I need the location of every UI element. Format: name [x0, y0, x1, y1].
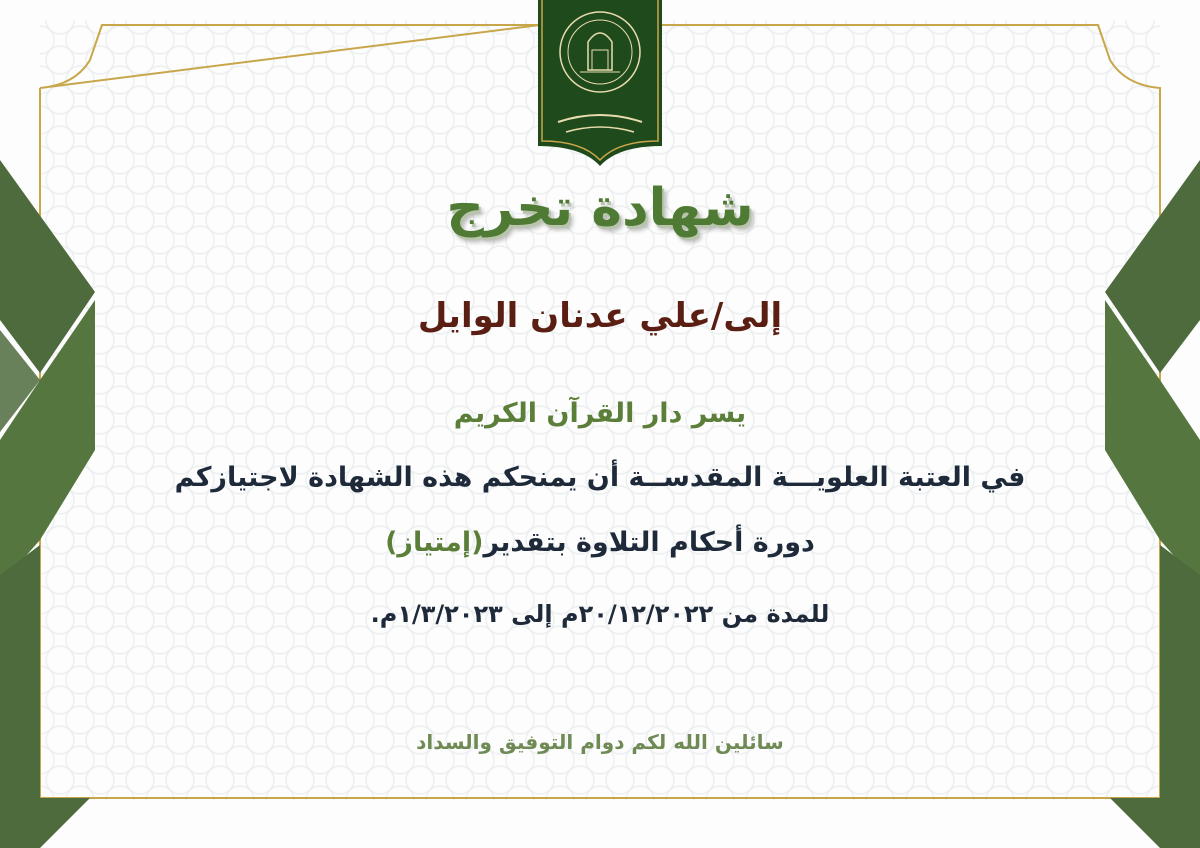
body-line-course [100, 527, 1100, 558]
certificate-title: شهادة تخرج [446, 178, 754, 238]
shrine-emblem-icon [538, 0, 662, 166]
grade-text: (إمتياز) [385, 527, 484, 558]
left-green-chevron-bottom [0, 545, 40, 848]
body-line-shrine: في العتبة العلويـــة المقدســة أن يمنحكم هذه الشهادة لاجتيازكم [174, 462, 1026, 493]
left-bottom-corner [40, 798, 90, 848]
right-green-chevron-bottom [1160, 545, 1200, 848]
closing-line: سائلين الله لكم دوام التوفيق والسداد [416, 730, 784, 754]
right-bottom-corner [1110, 798, 1160, 848]
body-line-period: للمدة من ٢٠/١٢/٢٠٢٢م إلى ١/٣/٢٠٢٣م. [370, 600, 830, 628]
recipient-name: إلى/علي عدنان الوايل [417, 296, 783, 336]
course-name: دورة أحكام التلاوة بتقدير [483, 527, 815, 558]
body-line-institution: يسر دار القرآن الكريم [453, 398, 747, 429]
